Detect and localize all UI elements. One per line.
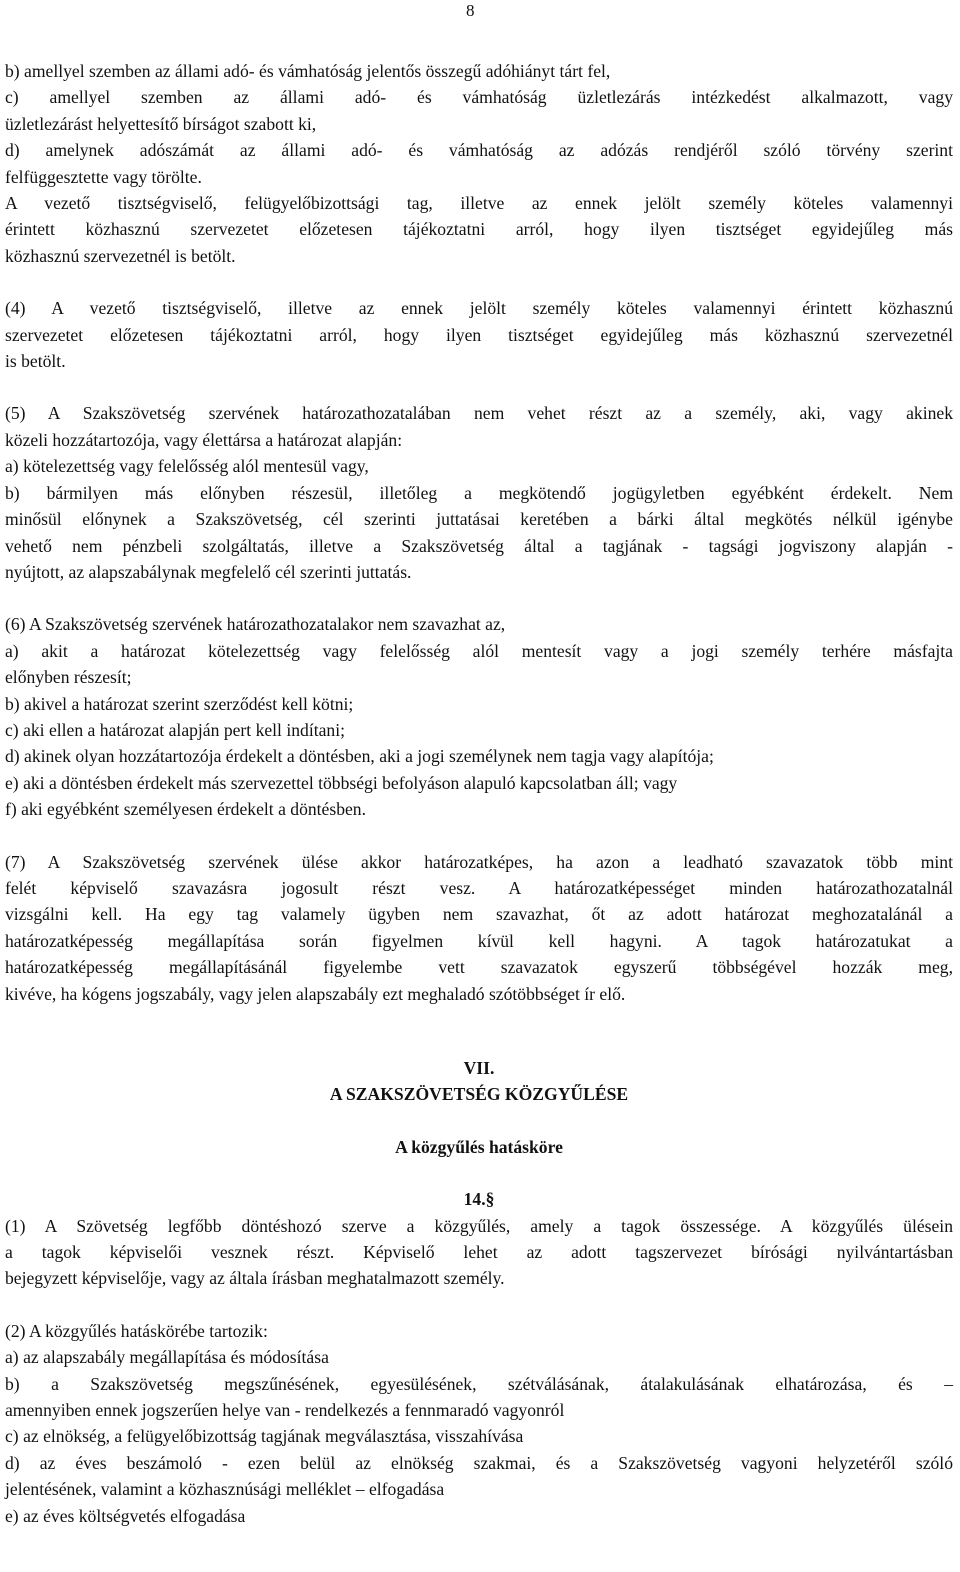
text-line: (2) A közgyűlés hatáskörébe tartozik: [5, 1320, 268, 1341]
text-line: előnyben részesít; [5, 667, 132, 688]
text-line: bejegyzett képviselője, vagy az általa írásban meghatalmazott személy. [5, 1268, 505, 1289]
text-line: határozatképesség megállapításánál figyelembe vett szavazatok egyszerű többségével hozzák meg, [5, 957, 953, 978]
text-line: a) az alapszabály megállapítása és módosítása [5, 1347, 329, 1368]
text-line: jelentésének, valamint a közhasznúsági melléklet – elfogadása [5, 1479, 445, 1500]
paragraph-7 [5, 849, 953, 1007]
text-line: üzletlezárást helyettesítő bírságot szabott ki, [5, 113, 317, 134]
text-line: felfüggesztette vagy törölte. [5, 166, 202, 187]
text-line: c) amellyel szemben az állami adó- és vámhatóság üzletlezárás intézkedést alkalmazott, vagy [5, 87, 953, 108]
text-line: a) kötelezettség vagy felelősség alól mentesül vagy, [5, 456, 369, 477]
chapter-number: VII. [463, 1058, 495, 1078]
text-line: e) aki a döntésben érdekelt más szervezettel többségi befolyáson alapuló kapcsolatban áll; vagy [5, 772, 678, 793]
text-line: (1) A Szövetség legfőbb döntéshozó szerve a közgyűlés, amely a tagok összessége. A közgyűlés ülésein [5, 1215, 953, 1236]
text-line: b) akivel a határozat szerint szerződést kell kötni; [5, 693, 354, 714]
text-line: érintett közhasznú szervezetet előzetesen tájékoztatni arról, hogy ilyen tisztséget egyidejűleg más [5, 219, 953, 240]
text-line: vizsgálni kell. Ha egy tag valamely ügyben nem szavazhat, őt az adott határozat meghozatalánál a [5, 904, 953, 925]
chapter-subtitle: A közgyűlés hatásköre [395, 1136, 563, 1157]
text-line: a tagok képviselői vesznek részt. Képviselő lehet az adott tagszervezet bírósági nyilvántartásban [5, 1242, 953, 1263]
paragraph-exclusions [5, 58, 953, 269]
text-line: szervezetet előzetesen tájékoztatni arról, hogy ilyen tisztséget egyidejűleg más közhasznú szervezetnél [5, 324, 953, 345]
paragraph-14-2 [5, 1318, 953, 1529]
text-line: vehető nem pénzbeli szolgáltatás, illetve a Szakszövetség által a tagjának - tagsági jogviszony alapján - [5, 535, 953, 556]
page-number: 8 [466, 1, 475, 20]
text-line: nyújtott, az alapszabálynak megfelelő cél szerinti juttatás. [5, 561, 412, 582]
section-number: 14.§ [463, 1189, 495, 1210]
text-line: amennyiben ennek jogszerűen helye van - rendelkezés a fennmaradó vagyonról [5, 1400, 565, 1421]
text-line: (4) A vezető tisztségviselő, illetve az ennek jelölt személy köteles valamennyi érintett közhasznú [5, 298, 953, 319]
text-line: közeli hozzátartozója, vagy élettársa a határozat alapján: [5, 429, 403, 450]
chapter-title: A SZAKSZÖVETSÉG KÖZGYŰLÉSE [329, 1084, 629, 1105]
paragraph-6 [5, 611, 953, 822]
text-line: minősül előnynek a Szakszövetség, cél szerinti juttatásai keretében a bárki által megkötés nélkül igénybe [5, 509, 953, 530]
text-line: c) aki ellen a határozat alapján pert kell indítani; [5, 719, 345, 740]
text-line: f) aki egyébként személyesen érdekelt a döntésben. [5, 799, 367, 820]
text-line: (6) A Szakszövetség szervének határozathozatalakor nem szavazhat az, [5, 614, 506, 635]
text-line: d) akinek olyan hozzátartozója érdekelt a döntésben, aki a jogi személynek nem tagja vagy alapítója; [5, 746, 714, 767]
text-line: közhasznú szervezetnél is betölt. [5, 245, 236, 266]
text-line: d) az éves beszámoló - ezen belül az elnökség szakmai, és a Szakszövetség vagyoni helyzetéről szóló [5, 1452, 953, 1473]
text-line: felét képviselő szavazásra jogosult részt vesz. A határozatképességet minden határozathozatalnál [5, 877, 953, 898]
text-line: (5) A Szakszövetség szervének határozathozatalában nem vehet részt az a személy, aki, vagy akinek [5, 403, 953, 424]
text-line: d) amelynek adószámát az állami adó- és vámhatóság az adózás rendjéről szóló törvény szerint [5, 140, 953, 161]
text-line: határozatképesség megállapítása során figyelmen kívül kell hagyni. A tagok határozatukat a [5, 930, 953, 951]
text-line: a) akit a határozat kötelezettség vagy felelősség alól mentesít vagy a jogi személy terhére másfajta [5, 640, 953, 661]
chapter-heading [5, 1055, 953, 1213]
paragraph-4 [5, 295, 953, 374]
text-line: is betölt. [5, 351, 66, 372]
text-line: b) bármilyen más előnyben részesül, illetőleg a megkötendő jogügyletben egyébként érdekelt. Nem [5, 482, 953, 503]
text-line: b) amellyel szemben az állami adó- és vámhatóság jelentős összegű adóhiányt tárt fel, [5, 61, 611, 81]
document-body [5, 58, 953, 1529]
text-line: kivéve, ha kógens jogszabály, vagy jelen alapszabály ezt meghaladó szótöbbséget ír elő. [5, 983, 626, 1004]
text-line: (7) A Szakszövetség szervének ülése akkor határozatképes, ha azon a leadható szavazatok több mint [5, 851, 953, 872]
text-line: c) az elnökség, a felügyelőbizottság tagjának megválasztása, visszahívása [5, 1426, 524, 1447]
text-line: e) az éves költségvetés elfogadása [5, 1505, 246, 1526]
paragraph-5 [5, 400, 953, 585]
text-line: A vezető tisztségviselő, felügyelőbizottsági tag, illetve az ennek jelölt személy köteles valamennyi [5, 193, 953, 214]
text-line: b) a Szakszövetség megszűnésének, egyesülésének, szétválásának, átalakulásának elhatározása, és – [5, 1373, 953, 1394]
paragraph-14-1 [5, 1213, 953, 1292]
